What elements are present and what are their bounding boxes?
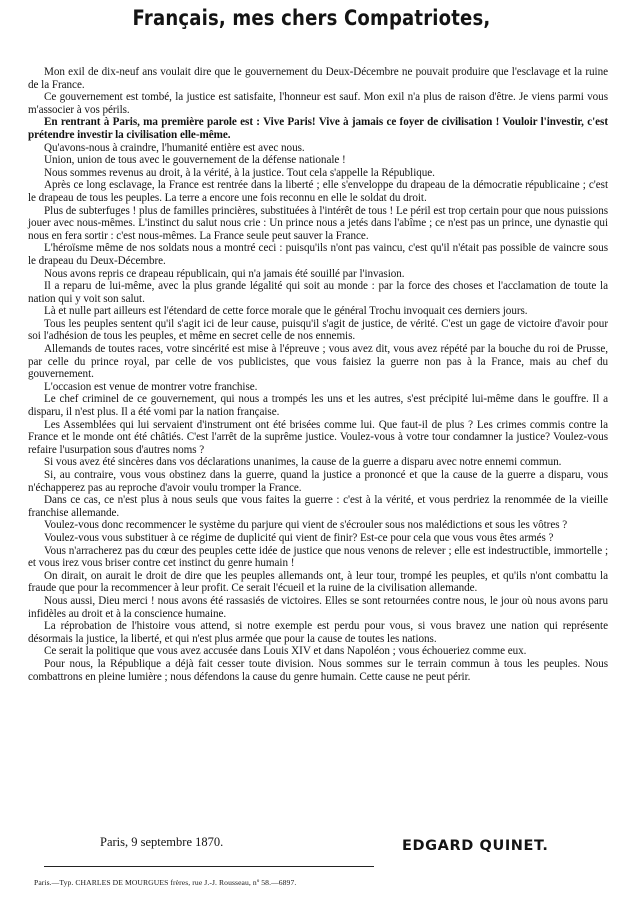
paragraph: La réprobation de l'histoire vous attend, si notre exemple est perdu pour vous, si vous bravez une nation qui représente désormais la justice, la liberté, et qui n'est plus armée que pour la cause de toutes les nations. (28, 620, 608, 645)
paragraph: On dirait, on aurait le droit de dire que les peuples allemands ont, à leur tour, trompé les peuples, et qu'ils n'ont combattu la fraude que pour la recommencer à leur profit. Ce serait l'écueil et la ruine de la civilisation allemande. (28, 569, 608, 595)
paragraph: Tous les peuples sentent qu'il s'agit ici de leur cause, puisqu'il s'agit de justice, de vérité. C'est un gage de victoire d'avoir pour soi l'adhésion de tous les peuples, et même en secret celle de nos ennemis. (28, 317, 608, 343)
paragraph: Là et nulle part ailleurs est l'étendard de cette force morale que le général Trochu invoquait ces derniers jours. (44, 305, 528, 318)
paragraph: Après ce long esclavage, la France est rentrée dans la liberté ; elle s'enveloppe du drapeau de la démocratie républicaine ; c'est le drapeau de tous les peuples. La terre a encore une fois reconnu en elle le soldat du droit. (28, 179, 608, 204)
paragraph: Dans ce cas, ce n'est plus à nous seuls que vous faites la guerre : c'est à la vérité, et vous perdriez la renommée de la vieille franchise allemande. (28, 494, 608, 519)
paragraph: Nous sommes revenus au droit, à la vérité, à la justice. Tout cela s'appelle la République. (44, 166, 435, 179)
paragraph: Voulez-vous donc recommencer le système du parjure qui vient de s'écrouler sous nos malédictions et sous les vôtres ? (44, 519, 568, 532)
paragraph: Si vous avez été sincères dans vos déclarations unanimes, la cause de la guerre a disparu avec notre ennemi commun. (44, 456, 562, 469)
page-title: Français, mes chers Compatriotes, (132, 6, 491, 30)
signature: EDGARD QUINET. (402, 838, 549, 854)
paragraph: Si, au contraire, vous vous obstinez dans la guerre, quand la justice a prononcé et que la cause de la guerre a disparu, vous n'échapperez pas au reproche d'avoir voulu tromper la France. (28, 469, 608, 494)
paragraph: Ce serait la politique que vous avez accusée dans Louis XIV et dans Napoléon ; vous échoueriez comme eux. (44, 645, 527, 658)
place-date: Paris, 9 septembre 1870. (100, 835, 224, 849)
paragraph: Le chef criminel de ce gouvernement, qui nous a trompés les uns et les autres, s'est précipité lui-même dans le gouffre. Il a disparu, il n'est plus. Il a été vomi par la nation française. (28, 393, 608, 419)
paragraph: Qu'avons-nous à craindre, l'humanité entière est avec nous. (44, 141, 305, 154)
paragraph: Plus de subterfuges ! plus de familles princières, substituées à l'intérêt de tous ! Le péril est trop certain pour que nous puissions jouer avec nous-mêmes. L'instinct du salut nous crie : Un prince nous a jetés dans l'abîme ; ce n'est pas un prince, une dynastie qui nous en fera sortir : c'est nous-mêmes. La France seule peut sauver la France. (28, 204, 608, 242)
paragraph: Ce gouvernement est tombé, la justice est satisfaite, l'honneur est sauf. Mon exil n'a plus de raison d'être. Je viens parmi vous m'associer à vos périls. (28, 91, 608, 116)
paragraph: Allemands de toutes races, votre sincérité est mise à l'épreuve ; vous avez dit, vous avez répété par la bouche du roi de Prusse, par celle du prince royal, par celle de vos publicistes, que vous faisiez la guerre non pas à la France, mais au chef du gouvernement. (28, 343, 608, 381)
paragraph: Voulez-vous vous substituer à ce régime de duplicité qui vient de finir? Est-ce pour cela que vous vous êtes armés ? (44, 531, 554, 544)
paragraph: Nous aussi, Dieu merci ! nous avons été rassasiés de victoires. Elles se sont retournées contre nous, le jour où nous avons paru infidèles au droit et à la conscience humaine. (28, 594, 608, 620)
paragraph: Les Assemblées qui lui servaient d'instrument ont été brisées comme lui. Que faut-il de plus ? Les crimes commis contre la France et le monde ont été châtiés. C'est l'arrêt de la suprême justice. Voulez-vous à votre tour condamner la justice? Voulez-vous refaire l'usurpation sous d'autres noms ? (28, 418, 608, 456)
paragraph: Mon exil de dix-neuf ans voulait dire que le gouvernement du Deux-Décembre ne pouvait produire que l'esclavage et la ruine de la France. (28, 66, 608, 91)
paragraph: Nous avons repris ce drapeau républicain, qui n'a jamais été souillé par l'invasion. (44, 267, 405, 280)
printer-imprint: Paris.—Typ. CHARLES DE MOURGUES frères, rue J.-J. Rousseau, nº 58.—6897. (34, 878, 297, 887)
divider (44, 866, 374, 867)
paragraph: En rentrant à Paris, ma première parole est : Vive Paris! Vive à jamais ce foyer de civilisation ! Vouloir l'investir, c'est prétendre investir la civilisation elle-même. (28, 116, 608, 141)
paragraph: L'héroïsme même de nos soldats nous a montré ceci : puisqu'ils n'ont pas vaincu, c'est qu'il n'était pas possible de vaincre sous le drapeau du Deux-Décembre. (28, 242, 608, 267)
paragraph: Pour nous, la République a déjà fait cesser toute division. Nous sommes sur le terrain commun à tous les peuples. Nous combattrons en pleine lumière ; nous défendons la cause du genre humain. Cette cause ne peut périr. (28, 657, 608, 683)
paragraph: Vous n'arracherez pas du cœur des peuples cette idée de justice que nous venons de relever ; elle est indestructible, immortelle ; et vous irez vous briser contre cet instinct du genre humain ! (28, 544, 608, 570)
paragraph: Il a reparu de lui-même, avec la plus grande légalité qui soit au monde : par la force des choses et l'acclamation de toute la nation qui y voit son salut. (28, 280, 608, 305)
proclamation-body (28, 66, 608, 683)
paragraph: L'occasion est venue de montrer votre franchise. (44, 380, 258, 393)
paragraph: Union, union de tous avec le gouvernement de la défense nationale ! (44, 154, 346, 167)
